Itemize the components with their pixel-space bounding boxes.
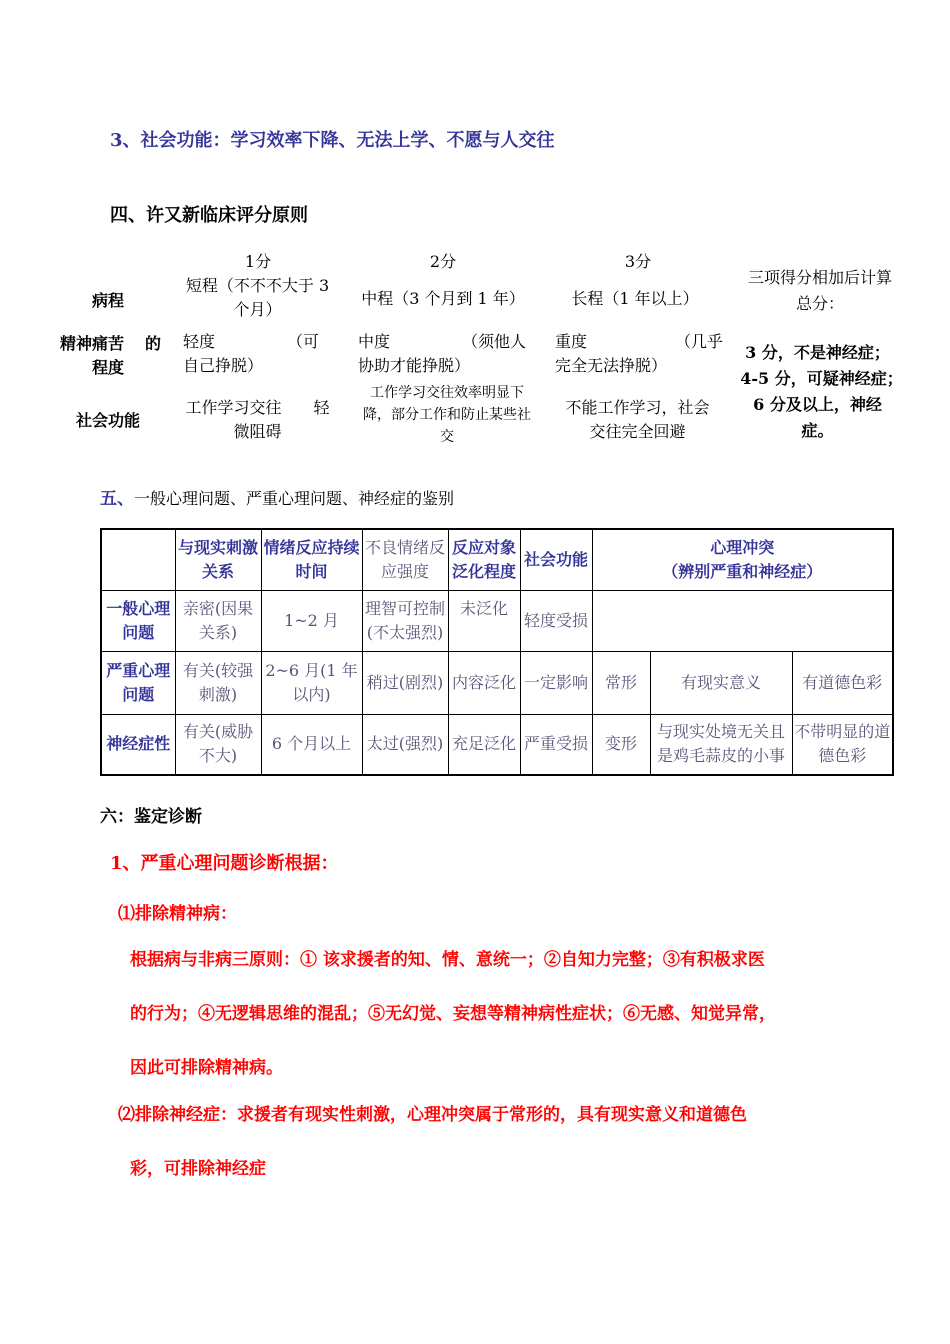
distress-score2: 中度 （须他人协助才能挣脱） <box>358 332 527 375</box>
neurosis-line2: 彩，可排除神经症 <box>130 1159 266 1179</box>
cell-generalization: 充足泛化 <box>448 714 520 775</box>
row-label-distress-c: 程度 <box>92 358 125 377</box>
row-label-distress-a: 精神痛苦 <box>60 334 125 353</box>
course-score1: 短程（不不不大于 3 个月） <box>185 276 330 319</box>
psychosis-line1: 根据病与非病三原则：① 该求援者的知、情、意统一；②自知力完整；③有积极求医 <box>130 950 765 970</box>
score-header-3: 3分 <box>624 252 652 271</box>
course-score2: 中程（3 个月到 1 年） <box>361 289 525 308</box>
cell-generalization: 未泛化 <box>448 590 520 651</box>
social-score1: 工作学习交往 轻微阻碍 <box>185 398 330 441</box>
section6-sub1: 1、严重心理问题诊断根据： <box>110 853 339 874</box>
row-label-distress-b: 的 <box>145 334 162 353</box>
course-score3: 长程（1 年以上） <box>571 289 699 308</box>
cell-conflict-moral: 不带明显的道德色彩 <box>792 714 893 775</box>
cell-duration: 1~2 月 <box>261 590 362 651</box>
cell-conflict-form: 变形 <box>592 714 650 775</box>
cell-intensity: 稍过(剧烈) <box>362 651 448 714</box>
psychosis-line2: 的行为；④无逻辑思维的混乱；⑤无幻觉、妄想等精神病性症状；⑥无感、知觉异常， <box>130 1004 776 1024</box>
section4-title: 四、许又新临床评分原则 <box>110 205 308 226</box>
header-conflict-title: 心理冲突 <box>710 537 775 557</box>
cell-relation: 有关(较强刺激) <box>175 651 261 714</box>
distress-score1: 轻度 （可自己挣脱） <box>183 332 320 375</box>
header-intensity: 不良情绪反应强度 <box>362 529 448 590</box>
cell-intensity: 理智可控制(不太强烈) <box>362 590 448 651</box>
row-label-social: 社会功能 <box>76 411 141 430</box>
row-name-neurosis: 神经症性 <box>101 714 175 775</box>
section5-heading <box>100 484 454 509</box>
cell-intensity: 太过(强烈) <box>362 714 448 775</box>
psychosis-line3: 因此可排除精神病。 <box>130 1058 283 1078</box>
neurosis-line1: ⑵排除神经症：求援者有现实性刺激，心理冲突属于常形的，具有现实意义和道德色 <box>118 1105 747 1125</box>
distress-score3: 重度 （几乎完全无法挣脱） <box>555 332 724 375</box>
section6-title: 六：鉴定诊断 <box>100 807 202 827</box>
cell-conflict-moral: 有道德色彩 <box>792 651 893 714</box>
total-score-note: 三项得分相加后计算总分： <box>747 268 892 313</box>
social-score3: 不能工作学习，社会交往完全回避 <box>565 398 710 441</box>
cell-generalization: 内容泛化 <box>448 651 520 714</box>
header-duration: 情绪反应持续时间 <box>261 529 362 590</box>
differential-table <box>100 528 894 776</box>
section3-heading: 3、社会功能：学习效率下降、无法上学、不愿与人交往 <box>110 130 555 151</box>
exclude-psychosis-title: ⑴排除精神病： <box>118 904 237 924</box>
header-empty <box>101 529 175 590</box>
table-row <box>101 714 893 775</box>
section5-number: 五、 <box>100 489 134 509</box>
cell-conflict-empty <box>592 590 893 651</box>
cell-relation: 亲密(因果关系) <box>175 590 261 651</box>
row-label-course: 病程 <box>92 291 125 310</box>
cell-conflict-reality: 与现实处境无关且是鸡毛蒜皮的小事 <box>650 714 792 775</box>
header-social-function: 社会功能 <box>520 529 592 590</box>
cell-social: 轻度受损 <box>520 590 592 651</box>
cell-social: 严重受损 <box>520 714 592 775</box>
row-name-severe: 严重心理问题 <box>101 651 175 714</box>
header-conflict <box>592 529 893 590</box>
cell-relation: 有关(威胁不大) <box>175 714 261 775</box>
header-stimulus-relation: 与现实刺激关系 <box>175 529 261 590</box>
cell-duration: 6 个月以上 <box>261 714 362 775</box>
table-row <box>101 651 893 714</box>
cell-duration: 2~6 月(1 年以内) <box>261 651 362 714</box>
cell-conflict-form: 常形 <box>592 651 650 714</box>
table-row <box>101 590 893 651</box>
score-header-1: 1分 <box>244 252 272 271</box>
row-name-general: 一般心理问题 <box>101 590 175 651</box>
social-score2: 工作学习交往效率明显下降，部分工作和防止某些社交 <box>363 385 531 445</box>
cell-social: 一定影响 <box>520 651 592 714</box>
score-interpretation: 3 分，不是神经症；4-5 分，可疑神经症； 6 分及以上，神经症。 <box>740 343 943 440</box>
section5-title: 一般心理问题、严重心理问题、神经症的鉴别 <box>134 489 455 508</box>
cell-conflict-reality: 有现实意义 <box>650 651 792 714</box>
header-conflict-sub: （辨别严重和神经症） <box>662 561 823 581</box>
header-generalization: 反应对象泛化程度 <box>448 529 520 590</box>
score-header-2: 2分 <box>429 252 457 271</box>
